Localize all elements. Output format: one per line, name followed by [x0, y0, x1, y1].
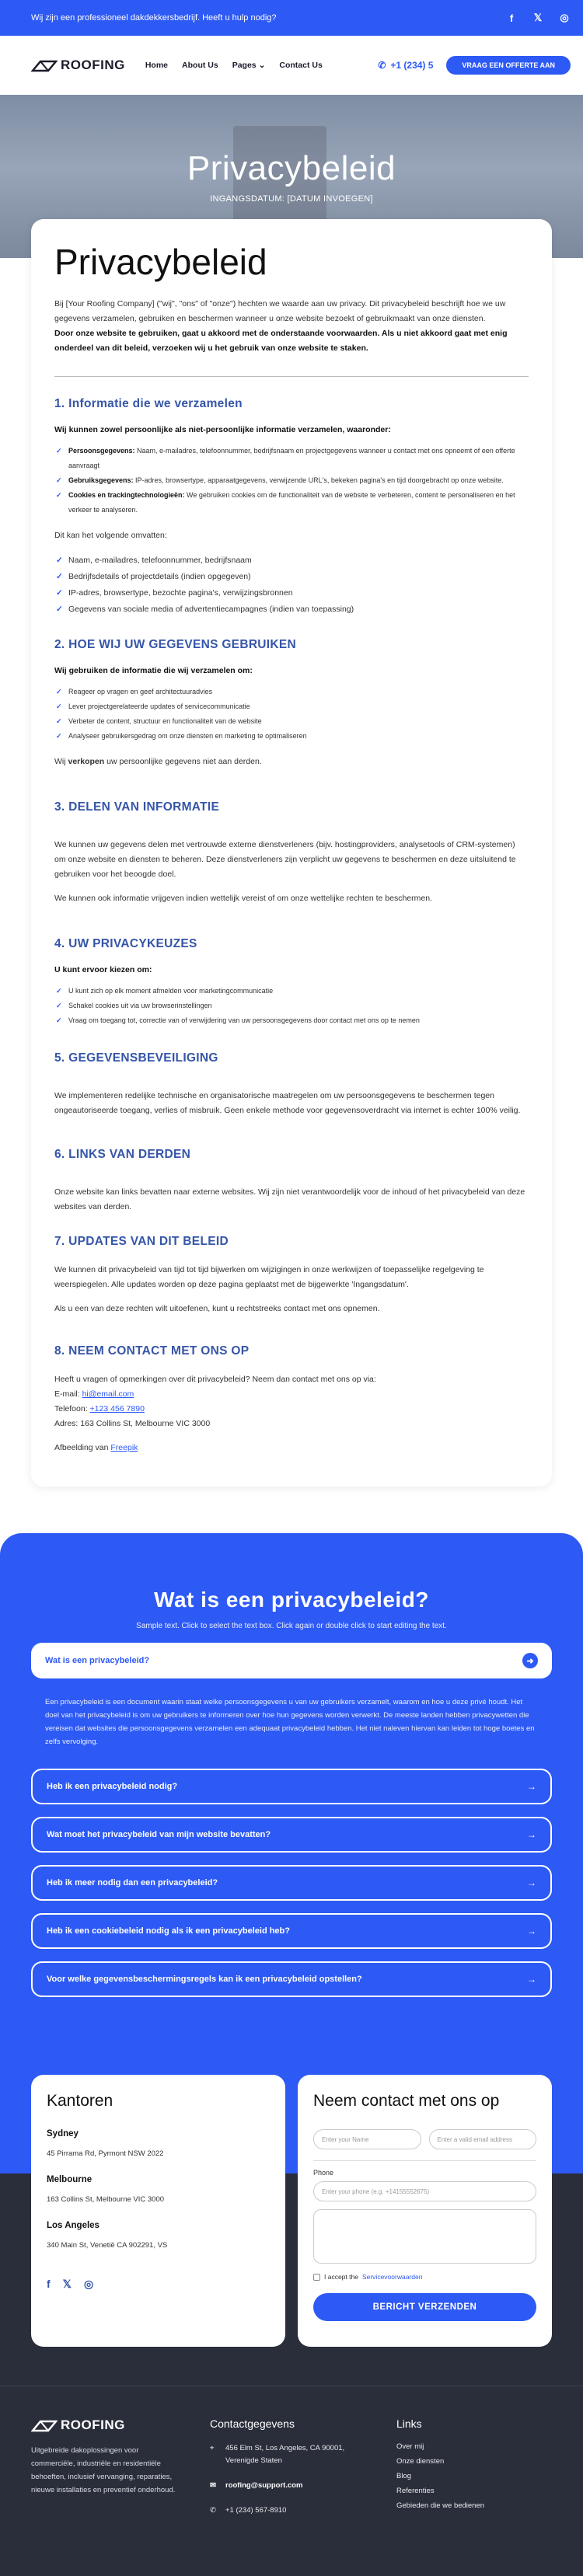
- office-city: Melbourne: [47, 2175, 93, 2184]
- footer-address: ⌖ 456 Elm St, Los Angeles, CA 90001, Verenigde Staten: [210, 2442, 365, 2467]
- location-icon: ⌖: [210, 2444, 215, 2452]
- roof-logo-icon: [31, 58, 58, 72]
- section-subtitle: Wij gebruiken de informatie die wij verzamelen om:: [54, 666, 253, 675]
- instagram-icon[interactable]: ◎: [83, 2278, 94, 2290]
- hero-subtitle: INGANGSDATUM: [DATUM INVOEGEN]: [210, 194, 373, 204]
- office-city: Sydney: [47, 2129, 79, 2139]
- phone-icon: ✆: [378, 60, 386, 71]
- offices-card: [31, 2075, 285, 2347]
- list-item: ✓ Cookies en trackingtechnologieën: We gebruiken cookies om de functionaliteit van de website te verbeteren, content te personaliseren en het verkeer te analyseren.: [54, 488, 529, 518]
- section-title: 6. LINKS VAN DERDEN: [54, 1148, 191, 1161]
- policy-wrapper: [0, 219, 583, 1487]
- message-textarea[interactable]: [313, 2209, 536, 2264]
- list-item: ✓ U kunt zich op elk moment afmelden voor marketingcommunicatie: [54, 984, 529, 999]
- nav-home[interactable]: Home: [145, 61, 169, 70]
- section-title: 1. Informatie die we verzamelen: [54, 397, 243, 410]
- footer-email[interactable]: ✉ roofing@support.com: [210, 2480, 365, 2492]
- footer-logo[interactable]: ROOFING: [31, 2417, 179, 2433]
- section-title: 8. NEEM CONTACT MET ONS OP: [54, 1344, 250, 1358]
- main-nav: [145, 61, 323, 70]
- phone-input[interactable]: Enter your phone (e.g. +14155552675): [313, 2181, 536, 2201]
- top-bar: [0, 0, 583, 36]
- top-socials: [505, 12, 571, 24]
- list-item: ✓ Reageer op vragen en geef architectuuradvies: [54, 685, 529, 699]
- faq-item[interactable]: Voor welke gegevensbeschermingsregels kan ik een privacybeleid opstellen? →: [31, 1961, 552, 1997]
- faq-section: [0, 1533, 583, 2044]
- list-item: ✓ Vraag om toegang tot, correctie van of verwijdering van uw persoonsgegevens door contact met ons op te nemen: [54, 1013, 529, 1028]
- divider: [54, 376, 529, 377]
- office-socials: [47, 2278, 270, 2291]
- usage-list: [54, 685, 529, 744]
- top-bar-text: Wij zijn een professioneel dakdekkersbedrijf. Heeft u hulp nodig?: [31, 13, 277, 23]
- phone-label: Phone: [313, 2169, 334, 2177]
- send-message-button[interactable]: BERICHT VERZENDEN: [313, 2293, 536, 2321]
- terms-row: I accept the Servicevoorwaarden: [313, 2273, 536, 2281]
- section-text: Wij verkopen uw persoonlijke gegevens niet aan derden.: [54, 757, 262, 766]
- arrow-right-icon: →: [527, 1974, 536, 1985]
- list-item: ✓ IP-adres, browsertype, bezochte pagina's, verwijzingsbronnen: [54, 585, 529, 601]
- terms-checkbox[interactable]: [313, 2274, 320, 2281]
- list-item: ✓ Gebruiksgegevens: IP-adres, browsertype, apparaatgegevens, verwijzende URL's, bekeken pagina's en tijd doorgebracht op onze website.: [54, 473, 529, 488]
- policy-intro-bold: Door onze website te gebruiken, gaat u akkoord met de onderstaande voorwaarden. Als u niet akkoord gaat met enig onderdeel van dit beleid, verzoeken wij u het gebruik van onze website te staken.: [54, 329, 508, 353]
- office-city: Los Angeles: [47, 2221, 99, 2230]
- logo-text: ROOFING: [61, 58, 125, 72]
- footer-contact-title: Contactgegevens: [210, 2417, 295, 2430]
- terms-link[interactable]: Servicevoorwaarden: [361, 2273, 423, 2281]
- section-title: 5. GEGEVENSBEVEILIGING: [54, 1051, 218, 1065]
- list-item: ✓ Persoonsgegevens: Naam, e-mailadres, telefoonnummer, bedrijfsnaam en projectgegevens wanneer u contact met ons opneemt of een offerte aanvraagt: [54, 444, 529, 473]
- choices-list: [54, 984, 529, 1028]
- image-credit: Afbeelding van Freepik: [54, 1443, 138, 1452]
- section-text: We implementeren redelijke technische en organisatorische maatregelen om uw persoonsgegevens te beschermen tegen ongeautoriseerde toegang, verlies of misbruik. Geen enkele methode voor gegevensoverdracht via internet is echter 100% veilig.: [54, 1091, 521, 1115]
- list-item: ✓ Lever projectgerelateerde updates of servicecommunicatie: [54, 699, 529, 714]
- footer-link[interactable]: Blog: [396, 2472, 412, 2480]
- arrow-right-icon: →: [527, 1926, 536, 1936]
- faq-title: Wat is een privacybeleid?: [154, 1588, 429, 1612]
- section-title: 4. UW PRIVACYKEUZES: [54, 937, 197, 950]
- freepik-link[interactable]: Freepik: [110, 1443, 138, 1452]
- x-icon[interactable]: 𝕏: [533, 12, 543, 23]
- offices-title: Kantoren: [47, 2092, 113, 2110]
- nav-about[interactable]: About Us: [182, 61, 218, 70]
- arrow-right-icon: →: [527, 1829, 536, 1840]
- site-header: [0, 36, 583, 95]
- arrow-right-icon: →: [527, 1877, 536, 1888]
- email-link[interactable]: hi@email.com: [82, 1389, 134, 1399]
- section-subtitle: Wij kunnen zowel persoonlijke als niet-persoonlijke informatie verzamelen, waaronder:: [54, 425, 391, 434]
- faq-item[interactable]: Heb ik een privacybeleid nodig? →: [31, 1769, 552, 1804]
- contact-address: Adres: 163 Collins St, Melbourne VIC 3000: [54, 1419, 211, 1428]
- footer-link[interactable]: Gebieden die we bedienen: [396, 2501, 485, 2510]
- site-footer: [0, 2386, 583, 2576]
- collected-info-list: [54, 444, 529, 518]
- contact-section: [0, 2044, 583, 2386]
- section-title: 2. HOE WIJ UW GEGEVENS GEBRUIKEN: [54, 638, 297, 651]
- list-item: ✓ Verbeter de content, structuur en functionaliteit van de website: [54, 714, 529, 729]
- list-item: ✓ Bedrijfsdetails of projectdetails (indien opgegeven): [54, 569, 529, 585]
- phone-link[interactable]: +123 456 7890: [89, 1404, 145, 1413]
- office-address: 45 Pirrama Rd, Pyrmont NSW 2022: [47, 2149, 164, 2158]
- section-text: Als u een van deze rechten wilt uitoefenen, kunt u rechtstreeks contact met ons opnemen.: [54, 1304, 380, 1313]
- policy-card: [31, 219, 552, 1487]
- list-item: ✓ Gegevens van sociale media of advertentiecampagnes (indien van toepassing): [54, 601, 529, 618]
- hero-title: Privacybeleid: [187, 149, 396, 187]
- section-text: Onze website kan links bevatten naar externe websites. Wij zijn niet verantwoordelijk voor de inhoud of het privacybeleid van deze websites van derden.: [54, 1187, 525, 1211]
- phone-icon: ✆: [210, 2506, 216, 2515]
- section-text: We kunnen dit privacybeleid van tijd tot tijd bijwerken om wijzigingen in onze werkwijzen of toepasselijke regelgeving te weerspiegelen. Alle updates worden op deze pagina geplaatst met de bijgewerkte 'Ingangsdatum'.: [54, 1265, 484, 1289]
- form-title: Neem contact met ons op: [313, 2092, 500, 2110]
- instagram-icon[interactable]: ◎: [560, 12, 569, 23]
- chevron-down-icon: ⌄: [258, 61, 266, 70]
- footer-link[interactable]: Onze diensten: [396, 2457, 445, 2466]
- roof-logo-icon: [31, 2418, 58, 2432]
- section-text: We kunnen uw gegevens delen met vertrouwde externe dienstverleners (bijv. hostingproviders, analysetools of CRM-systemen) om onze website en diensten te beheren. Deze dienstverleners zijn verplicht uw gegevens te beschermen en deze uitsluitend te gebruiken voor het beoogde doel.: [54, 840, 516, 879]
- arrow-right-icon: →: [527, 1781, 536, 1792]
- facebook-icon[interactable]: f: [509, 12, 514, 24]
- list-item: ✓ Analyseer gebruikersgedrag om onze diensten en marketing te optimaliseren: [54, 729, 529, 744]
- nav-contact[interactable]: Contact Us: [279, 61, 323, 70]
- header-phone[interactable]: ✆ +1 (234) 5: [378, 60, 434, 71]
- footer-phone[interactable]: ✆ +1 (234) 567-8910: [210, 2505, 365, 2517]
- faq-list: [31, 1769, 552, 1997]
- policy-intro: Bij [Your Roofing Company] ("wij", "ons" of "onze") hechten we waarde aan uw privacy. Dit privacybeleid beschrijft hoe we uw gegevens verzamelen, gebruiken en beschermen wanneer u onze website bezoekt of gebruikmaakt van onze diensten.: [54, 299, 506, 323]
- footer-links-title: Links: [396, 2417, 422, 2430]
- contact-form-card: [298, 2075, 552, 2347]
- facebook-icon[interactable]: f: [47, 2278, 51, 2290]
- list-item: ✓ Schakel cookies uit via uw browserinstellingen: [54, 999, 529, 1013]
- section-subtitle: U kunt ervoor kiezen om:: [54, 965, 152, 974]
- faq-item[interactable]: Heb ik een cookiebeleid nodig als ik een privacybeleid heb? →: [31, 1913, 552, 1949]
- x-icon[interactable]: 𝕏: [62, 2278, 72, 2290]
- nav-pages[interactable]: Pages ⌄: [232, 61, 266, 70]
- section-text: Heeft u vragen of opmerkingen over dit privacybeleid? Neem dan contact met ons op via:: [54, 1375, 376, 1384]
- mail-icon: ✉: [210, 2481, 216, 2490]
- faq-item-open[interactable]: Wat is een privacybeleid? ➜: [31, 1643, 552, 1678]
- footer-description: Uitgebreide dakoplossingen voor commerciële, industriële en residentiële behoeften, inclusief vervanging, reparaties, nieuwe installaties en preventief onderhoud.: [31, 2446, 176, 2494]
- contact-email: E-mail: hi@email.com: [54, 1389, 134, 1399]
- footer-link[interactable]: Referenties: [396, 2487, 435, 2495]
- includes-list: [54, 552, 529, 618]
- footer-link[interactable]: Over mij: [396, 2442, 424, 2451]
- faq-answer: Een privacybeleid is een document waarin staat welke persoonsgegevens u van uw gebruikers verzamelt, waarom en hoe u deze privé houdt. Het doel van het privacybeleid is om uw gebruikers te informeren over hoe hun gegevens worden verwerkt. De meeste landen hebben privacywetten die vereisen dat websites die persoonsgegevens verzamelen een adequaat privacybeleid hebben. Het niet naleven hiervan kan leiden tot hoge boetes en zelfs vervolging.: [45, 1698, 535, 1746]
- faq-item[interactable]: Heb ik meer nodig dan een privacybeleid? →: [31, 1865, 552, 1901]
- faq-item[interactable]: Wat moet het privacybeleid van mijn website bevatten? →: [31, 1817, 552, 1853]
- contact-phone: Telefoon: +123 456 7890: [54, 1404, 145, 1413]
- section-text: We kunnen ook informatie vrijgeven indien wettelijk vereist of om onze wettelijke rechten te beschermen.: [54, 894, 432, 903]
- name-input[interactable]: Enter your Name: [313, 2129, 421, 2149]
- policy-title: Privacybeleid: [54, 242, 267, 282]
- faq-sample-text: Sample text. Click to select the text box. Click again or double click to start editing the text.: [136, 1622, 447, 1630]
- arrow-up-icon: ➜: [522, 1653, 538, 1668]
- section-title: 7. UPDATES VAN DIT BELEID: [54, 1235, 229, 1248]
- list-item: ✓ Naam, e-mailadres, telefoonnummer, bedrijfsnaam: [54, 552, 529, 569]
- office-address: 340 Main St, Venetië CA 902291, VS: [47, 2241, 168, 2250]
- quote-button[interactable]: VRAAG EEN OFFERTE AAN: [446, 56, 571, 75]
- office-address: 163 Collins St, Melbourne VIC 3000: [47, 2195, 165, 2204]
- email-input[interactable]: Enter a valid email address: [429, 2129, 537, 2149]
- section-text: Dit kan het volgende omvatten:: [54, 531, 167, 540]
- section-title: 3. DELEN VAN INFORMATIE: [54, 800, 220, 814]
- site-logo[interactable]: [31, 58, 125, 73]
